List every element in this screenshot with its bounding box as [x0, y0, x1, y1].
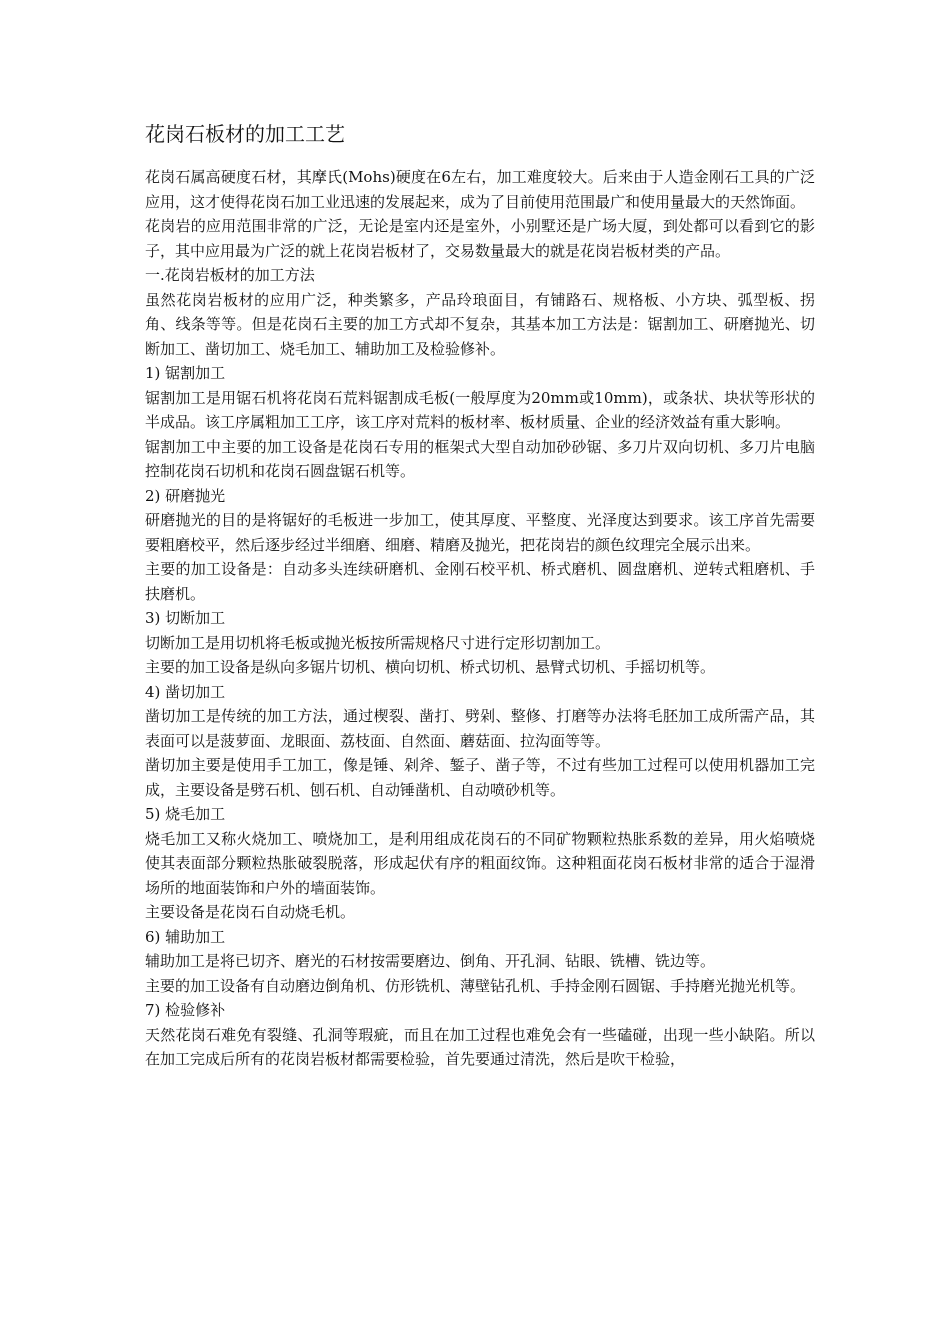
- paragraph-cutting-equipment: 主要的加工设备是纵向多锯片切机、横向切机、桥式切机、悬臂式切机、手摇切机等。: [145, 658, 716, 676]
- subheading-polishing: 2) 研磨抛光: [145, 486, 226, 505]
- paragraph-auxiliary-equipment: 主要的加工设备有自动磨边倒角机、仿形铣机、薄壁钻孔机、手持金刚石圆锯、手持磨光抛光机等。: [145, 976, 806, 995]
- subheading-sawing: 1) 锯割加工: [145, 364, 226, 382]
- paragraph-intro: 花岗石属高硬度石材，其摩氏(Mohs)硬度在6左右，加工难度较大。后来由于人造金刚石工具的广泛应用，这才使得花岗石加工业迅速的发展起来，成为了目前使用范围最广和使用量最大的天然饰面。: [145, 168, 815, 211]
- section-heading-methods: 一.花岗岩板材的加工方法: [145, 266, 315, 284]
- document-body: [145, 165, 815, 1072]
- subheading-cutting: 3) 切断加工: [145, 609, 226, 627]
- paragraph-flaming-desc: 烧毛加工又称火烧加工、喷烧加工，是利用组成花岗石的不同矿物颗粒热胀系数的差异，用火焰喷烧使其表面部分颗粒热胀破裂脱落，形成起伏有序的粗面纹饰。这种粗面花岗石板材非常的适合于湿滑场所的地面装饰和户外的墙面装饰。: [145, 829, 815, 897]
- paragraph-cutting-desc: 切断加工是用切机将毛板或抛光板按所需规格尺寸进行定形切割加工。: [145, 633, 611, 652]
- paragraph-sawing-equipment: 锯割加工中主要的加工设备是花岗石专用的框架式大型自动加砂砂锯、多刀片双向切机、多刀片电脑控制花岗石切机和花岗石圆盘锯石机等。: [145, 437, 815, 480]
- subheading-flaming: 5) 烧毛加工: [145, 805, 226, 823]
- paragraph-flaming-equipment: 主要设备是花岗石自动烧毛机。: [145, 903, 356, 921]
- paragraph-auxiliary-desc: 辅助加工是将已切齐、磨光的石材按需要磨边、倒角、开孔洞、钻眼、铣槽、铣边等。: [145, 952, 716, 970]
- paragraph-methods-overview: 虽然花岗岩板材的应用广泛，种类繁多，产品玲琅面目，有铺路石、规格板、小方块、弧型板、拐角、线条等等。但是花岗石主要的加工方式却不复杂，其基本加工方法是：锯割加工、研磨抛光、切断加工、凿切加工、烧毛加工、辅助加工及检验修补。: [145, 290, 815, 358]
- subheading-inspection: 7) 检验修补: [145, 1001, 226, 1019]
- subheading-auxiliary: 6) 辅助加工: [145, 927, 226, 946]
- document-title: 花岗石板材的加工工艺: [145, 122, 345, 146]
- paragraph-polishing-desc: 研磨抛光的目的是将锯好的毛板进一步加工，使其厚度、平整度、光泽度达到要求。该工序首先需要要粗磨校平，然后逐步经过半细磨、细磨、精磨及抛光，把花岗岩的颜色纹理完全展示出来。: [145, 511, 815, 554]
- paragraph-inspection-desc: 天然花岗石难免有裂缝、孔洞等瑕疵，而且在加工过程也难免会有一些磕碰，出现一些小缺陷。所以在加工完成后所有的花岗岩板材都需要检验，首先要通过清洗，然后是吹干检验，: [145, 1025, 815, 1068]
- subheading-chiseling: 4) 凿切加工: [145, 682, 226, 701]
- paragraph-application: 花岗岩的应用范围非常的广泛，无论是室内还是室外，小别墅还是广场大厦，到处都可以看到它的影子，其中应用最为广泛的就上花岗岩板材了，交易数量最大的就是花岗岩板材类的产品。: [145, 217, 815, 260]
- paragraph-polishing-equipment: 主要的加工设备是：自动多头连续研磨机、金刚石校平机、桥式磨机、圆盘磨机、逆转式粗磨机、手扶磨机。: [145, 560, 815, 603]
- paragraph-chiseling-desc: 凿切加工是传统的加工方法，通过楔裂、凿打、劈剁、整修、打磨等办法将毛胚加工成所需产品，其表面可以是菠萝面、龙眼面、荔枝面、自然面、蘑菇面、拉沟面等等。: [145, 707, 815, 750]
- paragraph-chiseling-equipment: 凿切加主要是使用手工加工，像是锤、剁斧、錾子、凿子等，不过有些加工过程可以使用机器加工完成，主要设备是劈石机、刨石机、自动锤凿机、自动喷砂机等。: [145, 756, 815, 799]
- paragraph-sawing-desc: 锯割加工是用锯石机将花岗石荒料锯割成毛板(一般厚度为20mm或10mm)，或条状、块状等形状的半成品。该工序属粗加工工序，该工序对荒料的板材率、板材质量、企业的经济效益有重大影响。: [145, 388, 815, 431]
